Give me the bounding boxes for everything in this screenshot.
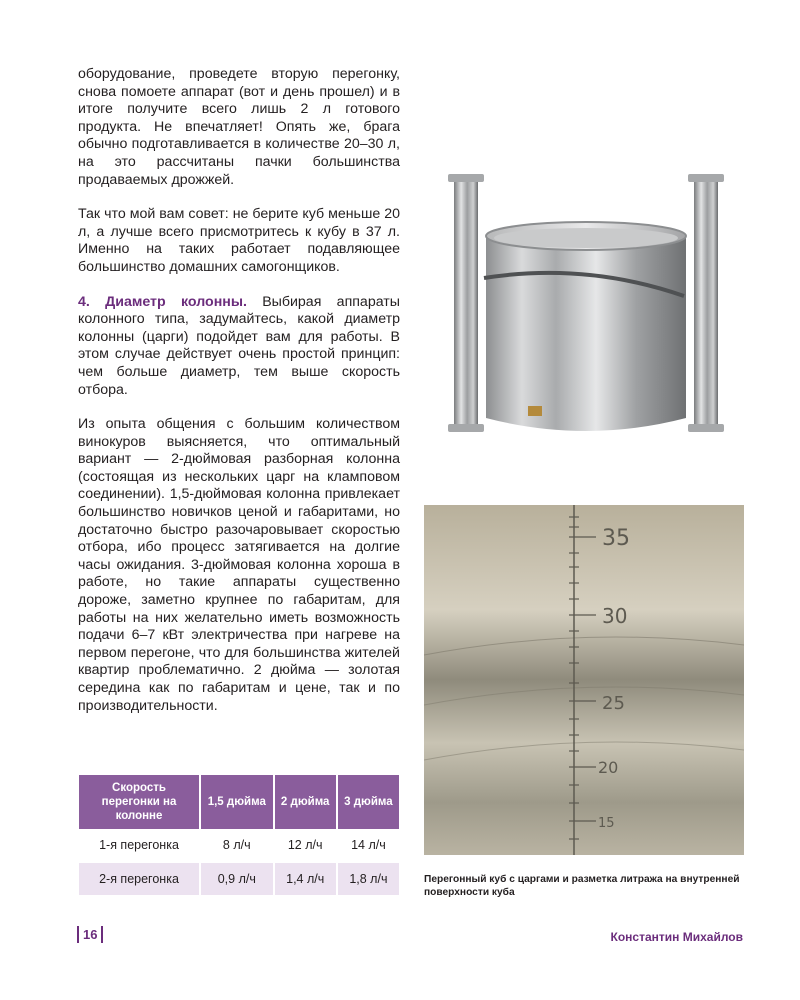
- figure-caption: Перегонный куб с царгами и разметка литража на внутренней поверхности куба: [424, 874, 740, 898]
- pot-illustration: [440, 170, 728, 448]
- speed-table: [79, 775, 399, 895]
- page-number: 16: [77, 926, 103, 943]
- table-cell: 12 л/ч: [274, 829, 337, 862]
- scale-mark-30: 30: [602, 604, 628, 628]
- table-header-row: [79, 775, 399, 829]
- table-cell: 14 л/ч: [337, 829, 399, 862]
- scale-mark-25: 25: [602, 693, 625, 714]
- paragraph-3: [78, 294, 400, 400]
- scale-mark-20: 20: [598, 758, 619, 777]
- table-row: [79, 862, 399, 895]
- scale-mark-35: 35: [602, 526, 630, 551]
- table-cell: 2-я перегонка: [79, 862, 200, 895]
- paragraph-2: Так что мой вам совет: не берите куб меньше 20 л, а лучше всего присмотритесь к кубу в 37 л. Именно на таких работает подавляющее большинство домашних самогонщиков.: [78, 206, 400, 275]
- table-header-cell: 2 дюйма: [274, 775, 337, 829]
- paragraph-4: Из опыта общения с большим количеством винокуров выясняется, что оптимальный вариант — 2-дюймовая разборная колонна (состоящая из нескольких царг на кламповом соединении). 1,5-дюймовая колонна привлекает большинство новичков ценой и габаритами, но достаточно быстро разочаровывает скоростью отбора, ибо процесс затягивается на долгие часы ожидания. 3-дюймовая колонна хороша в работе, но такие аппараты существенно дороже, заметно крупнее по габаритам, для работы на них желательно иметь возможность подачи 6–7 кВт электричества при нагреве на первом перегоне, что для большинства жителей квартир проблематично. 2 дюйма — золотая середина как по габаритам и цене, так и по производительности.: [78, 416, 400, 714]
- paragraph-3-text: Выбирая аппараты колонного типа, задумайтесь, какой диаметр колонны (царги) подойдет вам для работы. В этом случае действует очень простой принцип: чем больше диаметр, тем выше скорость отбора.: [78, 293, 400, 398]
- author-name: Константин Михайлов: [610, 930, 743, 944]
- scale-photo: [424, 505, 744, 855]
- table-cell: 8 л/ч: [200, 829, 274, 862]
- paragraph-1: оборудование, проведете вторую перегонку, снова помоете аппарат (вот и день прошел) и в итоге получите всего лишь 2 л готового продукта. Не впечатляет! Опять же, брага обычно подготавливается в количестве 20–30 л, на это рассчитаны пачки большинства продаваемых дрожжей.: [78, 66, 400, 188]
- table-header-cell: 1,5 дюйма: [200, 775, 274, 829]
- table-row: [79, 829, 399, 862]
- table-cell: 1,4 л/ч: [274, 862, 337, 895]
- scale-illustration: [424, 505, 744, 855]
- table-cell: 1-я перегонка: [79, 829, 200, 862]
- table-cell: 1,8 л/ч: [337, 862, 399, 895]
- table-cell: 0,9 л/ч: [200, 862, 274, 895]
- scale-mark-15: 15: [598, 816, 615, 831]
- table-header-cell: 3 дюйма: [337, 775, 399, 829]
- body-text: [78, 66, 400, 732]
- pot-photo: [440, 170, 728, 448]
- section-heading: 4. Диаметр колонны.: [78, 293, 247, 310]
- table-header-cell: Скорость перегонки на колонне: [79, 775, 200, 829]
